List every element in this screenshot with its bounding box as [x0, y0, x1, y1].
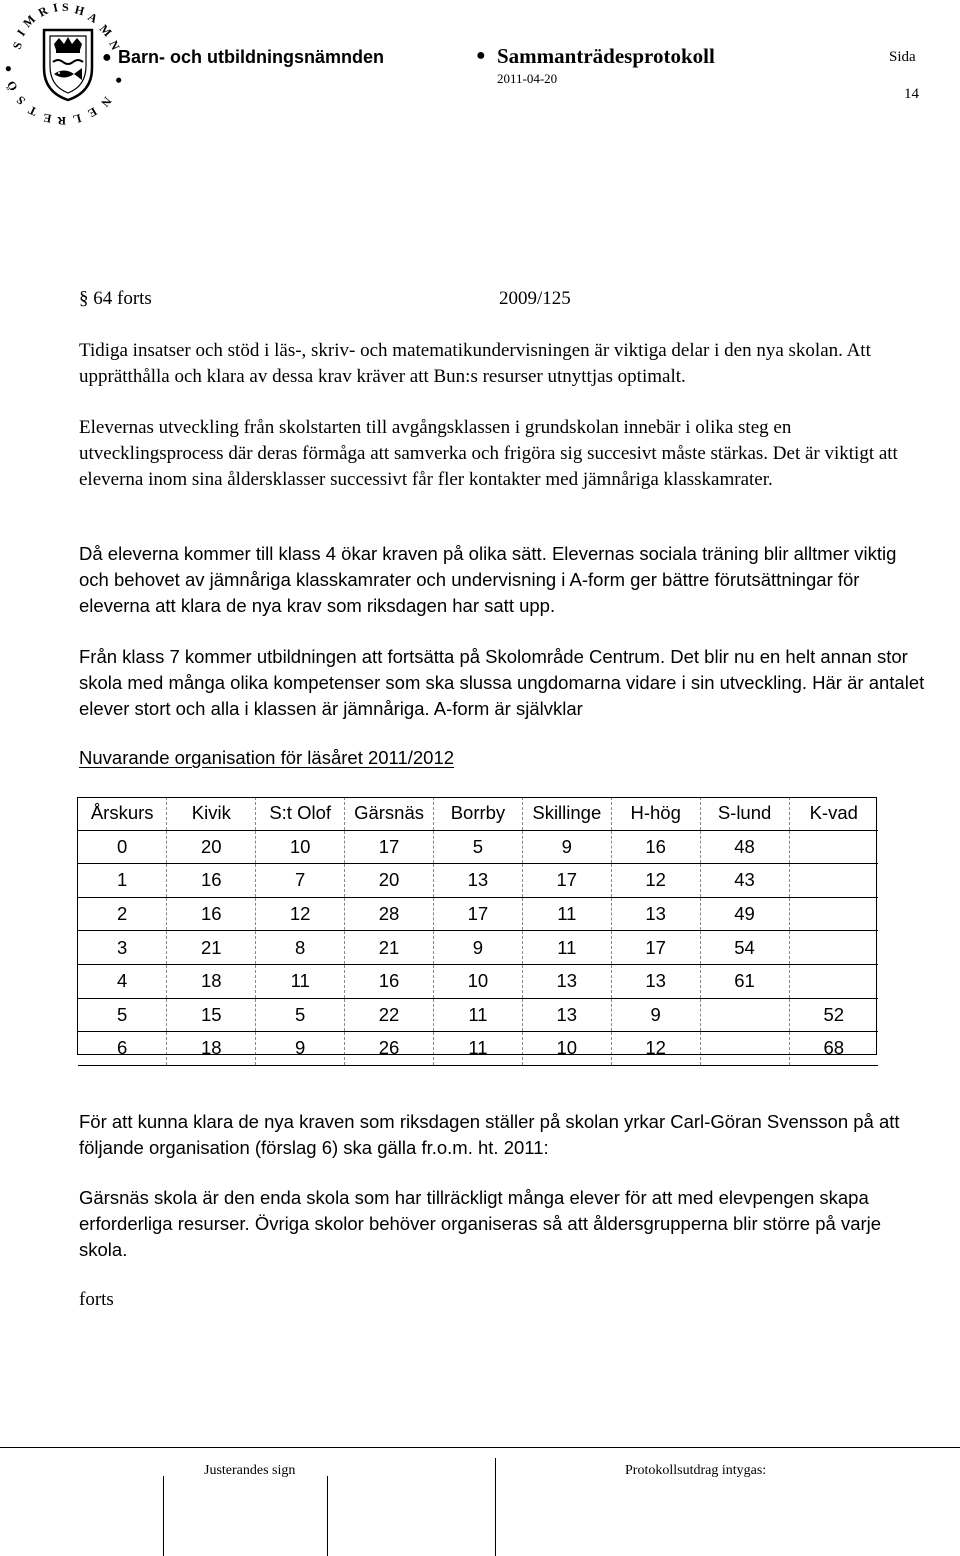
column-header: Kivik — [167, 797, 256, 830]
committee-name: Barn- och utbildningsnämnden — [118, 47, 384, 67]
paragraph-proposal: Gärsnäs skola är den enda skola som har tillräckligt många elever för att med elevpengen skapa erforderliga resurser. Övriga skolor behöver organiseras så att åldersgrupperna blir större på varje skola. — [79, 1187, 882, 1260]
table-cell: 16 — [345, 964, 434, 998]
column-header: Årskurs — [78, 797, 167, 830]
paragraph-motion: För att kunna klara de nya kraven som riksdagen ställer på skolan yrkar Carl-Göran Svensson på att följande organisation (förslag 6) ska gälla fr.o.m. ht. 2011: — [79, 1111, 900, 1158]
table-cell: 9 — [522, 830, 611, 864]
table-cell: 21 — [345, 931, 434, 965]
table-cell: 61 — [700, 964, 789, 998]
table-cell: 12 — [256, 897, 345, 931]
column-header: Gärsnäs — [345, 797, 434, 830]
table-row — [78, 864, 878, 898]
table-cell — [789, 897, 878, 931]
table-cell: 3 — [78, 931, 167, 965]
table-row — [78, 1032, 878, 1066]
paragraph-sign: § — [79, 288, 89, 309]
column-header: S-lund — [700, 797, 789, 830]
svg-text:E: E — [85, 104, 100, 121]
table-cell: 2 — [78, 897, 167, 931]
table-cell: 17 — [522, 864, 611, 898]
signature-divider — [163, 1476, 164, 1556]
svg-text:E: E — [42, 110, 53, 126]
column-header: Skillinge — [522, 797, 611, 830]
column-header: Borrby — [434, 797, 523, 830]
table-cell: 11 — [256, 964, 345, 998]
table-cell: 9 — [434, 931, 523, 965]
table-cell: 54 — [700, 931, 789, 965]
svg-text:L: L — [71, 111, 83, 127]
svg-text:●: ● — [0, 64, 15, 73]
table-cell: 13 — [611, 897, 700, 931]
table-cell: 11 — [522, 931, 611, 965]
continued-marker: forts — [79, 1289, 114, 1310]
section-number: 64 forts — [93, 288, 152, 309]
paragraph-grade-7: Från klass 7 kommer utbildningen att fortsätta på Skolområde Centrum. Det blir nu en helt annan stor skola med många olika kompetenser som ska slussa ungdomarna vidare i sin utveckling. Här är antalet elever stort och alla i klassen är jämnåriga. A-form är självklar — [79, 646, 925, 719]
table-cell: 8 — [256, 931, 345, 965]
table-cell: 21 — [167, 931, 256, 965]
svg-text:T: T — [26, 102, 40, 119]
svg-text:N: N — [106, 38, 123, 53]
svg-text:Ö: Ö — [3, 78, 21, 94]
svg-text:●: ● — [111, 75, 127, 86]
table-cell: 12 — [611, 864, 700, 898]
svg-text:S: S — [9, 39, 26, 52]
table-cell — [789, 964, 878, 998]
table-cell: 5 — [434, 830, 523, 864]
svg-text:I: I — [51, 0, 60, 15]
table-cell: 9 — [256, 1032, 345, 1066]
table-cell: 9 — [611, 998, 700, 1032]
table-cell — [700, 1032, 789, 1066]
svg-text:A: A — [85, 9, 101, 26]
signature-divider — [495, 1458, 496, 1556]
table-cell — [789, 830, 878, 864]
svg-text:H: H — [73, 2, 86, 19]
table-cell: 6 — [78, 1032, 167, 1066]
table-cell: 7 — [256, 864, 345, 898]
signature-divider — [327, 1476, 328, 1556]
case-reference: 2009/125 — [499, 288, 571, 309]
table-cell: 28 — [345, 897, 434, 931]
svg-text:M: M — [96, 21, 115, 40]
table-caption: Nuvarande organisation för läsåret 2011/2012 — [79, 747, 455, 768]
table-cell: 17 — [611, 931, 700, 965]
table-cell: 20 — [167, 830, 256, 864]
header-bullet: ● — [102, 49, 112, 66]
meeting-date: 2011-04-20 — [497, 71, 558, 86]
header-bullet: ● — [476, 47, 486, 64]
table-cell: 5 — [256, 998, 345, 1032]
svg-text:S: S — [13, 93, 29, 108]
table-row — [78, 931, 878, 965]
svg-text:R: R — [35, 3, 51, 20]
svg-text:R: R — [57, 114, 66, 128]
section-heading — [79, 286, 929, 312]
table-cell: 13 — [522, 964, 611, 998]
table-cell: 52 — [789, 998, 878, 1032]
svg-text:I: I — [13, 26, 29, 39]
table-cell: 4 — [78, 964, 167, 998]
table-cell: 13 — [522, 998, 611, 1032]
page-number: 14 — [904, 86, 919, 102]
table-cell: 48 — [700, 830, 789, 864]
table-cell: 49 — [700, 897, 789, 931]
table-cell: 13 — [611, 964, 700, 998]
svg-text:S: S — [62, 0, 69, 14]
table-cell: 10 — [256, 830, 345, 864]
table-cell: 17 — [434, 897, 523, 931]
extract-certified-label: Protokollsutdrag intygas: — [625, 1463, 767, 1478]
table-cell — [700, 998, 789, 1032]
table-cell: 17 — [345, 830, 434, 864]
table-cell: 10 — [522, 1032, 611, 1066]
organisation-table — [78, 797, 878, 1066]
column-header: S:t Olof — [256, 797, 345, 830]
table-cell: 18 — [167, 1032, 256, 1066]
paragraph-grade-4: Då eleverna kommer till klass 4 ökar kraven på olika sätt. Elevernas sociala träning blir alltmer viktig och behovet av jämnåriga klasskamrater och undervisning i A-form ger bättre förutsättningar för eleverna att klara de nya krav som riksdagen har satt upp. — [79, 543, 897, 616]
table-cell: 11 — [434, 1032, 523, 1066]
table-cell: 20 — [345, 864, 434, 898]
svg-text:M: M — [20, 12, 39, 31]
table-cell: 26 — [345, 1032, 434, 1066]
table-cell: 15 — [167, 998, 256, 1032]
adjusters-signature-label: Justerandes sign — [204, 1463, 296, 1478]
table-cell: 68 — [789, 1032, 878, 1066]
table-cell: 10 — [434, 964, 523, 998]
table-cell — [789, 931, 878, 965]
table-cell: 11 — [434, 998, 523, 1032]
table-row — [78, 830, 878, 864]
table-cell: 11 — [522, 897, 611, 931]
column-header: H-hög — [611, 797, 700, 830]
document-type: Sammanträdesprotokoll — [497, 44, 715, 68]
table-cell: 22 — [345, 998, 434, 1032]
table-header-row — [78, 797, 878, 830]
table-cell: 16 — [611, 830, 700, 864]
table-cell: 16 — [167, 864, 256, 898]
table-cell: 43 — [700, 864, 789, 898]
table-row — [78, 964, 878, 998]
paragraph-development: Elevernas utveckling från skolstarten till avgångsklassen i grundskolan innebär i olika steg en utvecklingsprocess där deras förmåga att samverka och frigöra sig succesivt måste stärkas. Det är viktigt att eleverna inom sina åldersklasser successivt får fler kontakter med jämnåriga klasskamrater. — [79, 417, 898, 490]
table-cell: 12 — [611, 1032, 700, 1066]
svg-text:N: N — [98, 94, 115, 110]
table-row — [78, 897, 878, 931]
table-cell: 0 — [78, 830, 167, 864]
table-cell: 16 — [167, 897, 256, 931]
table-row — [78, 998, 878, 1032]
table-cell: 1 — [78, 864, 167, 898]
table-cell: 5 — [78, 998, 167, 1032]
table-cell: 18 — [167, 964, 256, 998]
column-header: K-vad — [789, 797, 878, 830]
table-cell — [789, 864, 878, 898]
footer-rule — [0, 1447, 960, 1448]
table-cell: 13 — [434, 864, 523, 898]
paragraph-intro: Tidiga insatser och stöd i läs-, skriv- och matematikundervisningen är viktiga delar i den nya skolan. Att upprätthålla och klara av dessa krav kräver att Bun:s resurser utnyttjas optimalt. — [79, 340, 871, 387]
page-label: Sida — [889, 49, 916, 65]
